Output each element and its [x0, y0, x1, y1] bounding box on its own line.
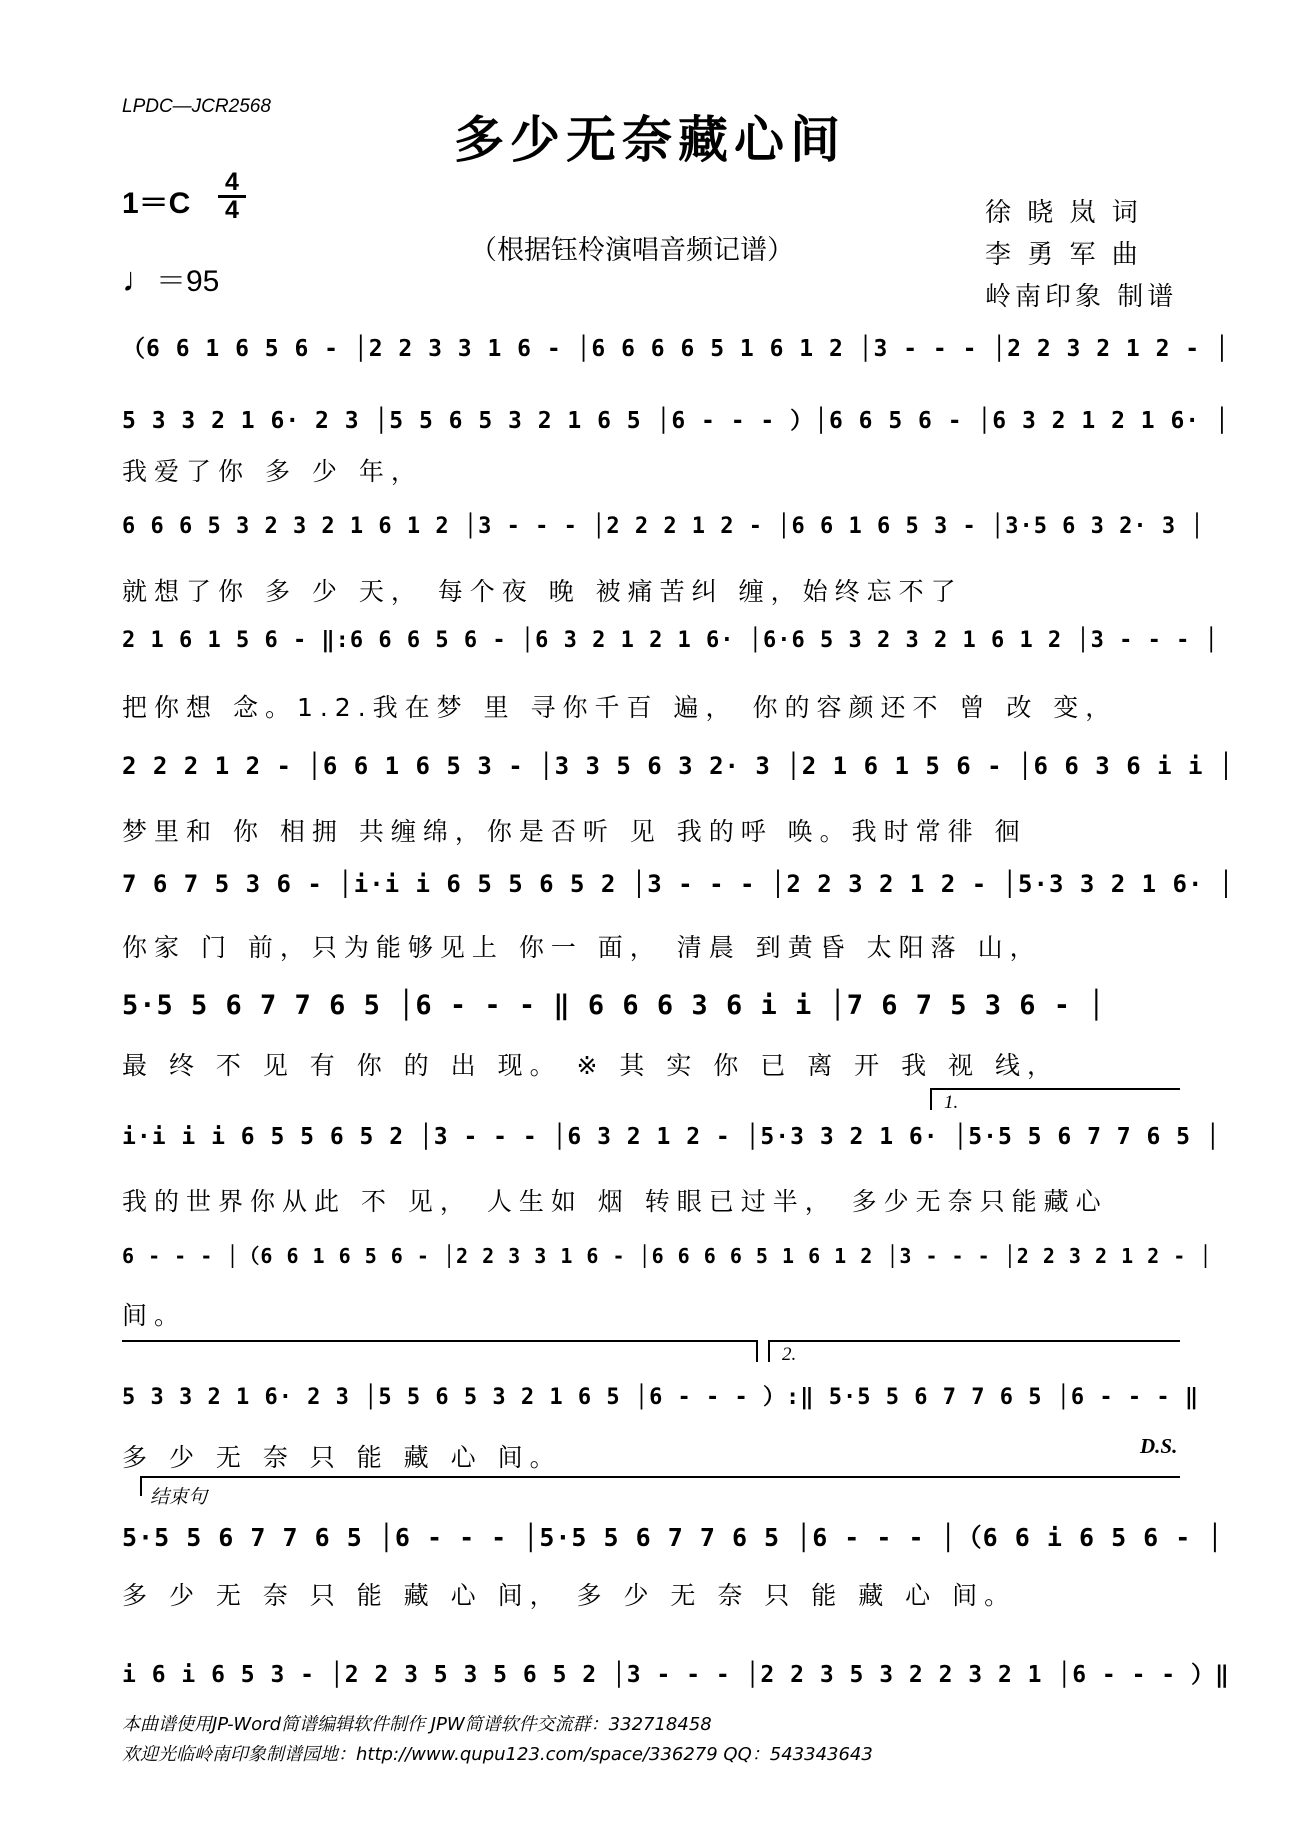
ending-bracket-edge: [140, 1476, 142, 1496]
score-code: LPDC—JCR2568: [122, 96, 271, 117]
staff-line-11-notes: 5·5 5 6 7 7 6 5 │6 - - - │5·5 5 6 7 7 6 5 │6 - - - │（6 6 i 6 5 6 - │: [122, 1523, 1224, 1552]
volta-1-bracket: [930, 1088, 1180, 1090]
staff-line-1-notes: （6 6 1 6 5 6 - │2 2 3 3 1 6 - │6 6 6 6 5 1 6 1 2 │3 - - - │2 2 3 2 1 2 - │: [122, 336, 1230, 362]
volta-1-end-edge: [756, 1340, 758, 1362]
volta-1-continuation: [122, 1340, 758, 1342]
staff-line-4-notes: 2 1 6 1 5 6 - ‖:6 6 6 5 6 - │6 3 2 1 2 1 6· │6·6 5 3 2 3 2 1 6 1 2 │3 - - - │: [122, 628, 1219, 653]
staff-line-6-lyrics: 你家 门 前，只为能够见上 你一 面， 清晨 到黄昏 太阳落 山，: [122, 933, 1042, 962]
staff-line-5-lyrics: 梦里和 你 相拥 共缠绵，你是否听 见 我的呼 唤。我时常徘 徊: [122, 817, 1027, 846]
staff-line-2-notes: 5 3 3 2 1 6· 2 3 │5 5 6 5 3 2 1 6 5 │6 - - - ）│6 6 5 6 - │6 3 2 1 2 1 6· │: [122, 408, 1230, 434]
footer-line-1: 本曲谱使用JP-Word简谱编辑软件制作 JPW简谱软件交流群：332718458: [122, 1714, 712, 1735]
meter-top: 4: [225, 168, 239, 196]
footer-line-2: 欢迎光临岭南印象制谱园地：http://www.qupu123.com/space/336279 QQ：543343643: [122, 1744, 873, 1765]
quarter-note-icon: ♩: [122, 261, 156, 299]
volta-1-bracket-edge: [930, 1088, 932, 1110]
meter-bottom: 4: [218, 195, 246, 223]
volta-1-label: 1.: [944, 1092, 959, 1113]
staff-line-10-notes: 5 3 3 2 1 6· 2 3 │5 5 6 5 3 2 1 6 5 │6 - - - ）:‖ 5·5 5 6 7 7 6 5 │6 - - - ‖: [122, 1385, 1200, 1410]
volta-2-label: 2.: [782, 1344, 797, 1365]
staff-line-11-lyrics: 多 少 无 奈 只 能 藏 心 间， 多 少 无 奈 只 能 藏 心 间。: [122, 1581, 1017, 1610]
staff-line-3-lyrics: 就想了你 多 少 天， 每个夜 晚 被痛苦纠 缠，始终忘不了: [122, 577, 963, 606]
arranger-credit: 岭南印象 制谱: [985, 282, 1178, 312]
ending-label: 结束句: [150, 1486, 208, 1508]
composer-credit: 李 勇 军 曲: [985, 240, 1142, 270]
staff-line-5-notes: 2 2 2 1 2 - │6 6 1 6 5 3 - │3 3 5 6 3 2· 3 │2 1 6 1 5 6 - │6 6 3 6 i i │: [122, 752, 1235, 780]
lyricist-credit: 徐 晓 岚 词: [985, 198, 1142, 228]
time-signature: [218, 170, 246, 223]
volta-2-bracket-edge: [768, 1340, 770, 1362]
tempo-marking: [122, 256, 219, 300]
staff-line-9-notes: 6 - - - │（6 6 1 6 5 6 - │2 2 3 3 1 6 - │6 6 6 6 5 1 6 1 2 │3 - - - │2 2 3 2 1 2 - │: [122, 1244, 1213, 1268]
volta-2-bracket: [768, 1340, 1180, 1342]
credits: [985, 192, 1177, 318]
ds-marker: D.S.: [1140, 1434, 1178, 1458]
tempo-value: ＝95: [156, 265, 220, 298]
staff-line-7-notes: 5·5 5 6 7 7 6 5 │6 - - - ‖ 6 6 6 3 6 i i │7 6 7 5 3 6 - │: [122, 990, 1106, 1021]
staff-line-2-lyrics: 我爱了你 多 少 年，: [122, 457, 423, 486]
staff-line-8-notes: i·i i i 6 5 5 6 5 2 │3 - - - │6 3 2 1 2 - │5·3 3 2 1 6· │5·5 5 6 7 7 6 5 │: [122, 1124, 1221, 1150]
staff-line-3-notes: 6 6 6 5 3 2 3 2 1 6 1 2 │3 - - - │2 2 2 1 2 - │6 6 1 6 5 3 - │3·5 6 3 2· 3 │: [122, 514, 1205, 539]
staff-line-8-lyrics: 我的世界你从此 不 见， 人生如 烟 转眼已过半， 多少无奈只能藏心: [122, 1187, 1108, 1216]
staff-line-9-lyrics: 间。: [122, 1301, 187, 1330]
staff-line-7-lyrics: 最 终 不 见 有 你 的 出 现。 ※ 其 实 你 已 离 开 我 视 线，: [122, 1051, 1059, 1080]
staff-line-12-notes: i 6 i 6 5 3 - │2 2 3 5 3 5 6 5 2 │3 - - - │2 2 3 5 3 2 2 3 2 1 │6 - - - ）‖: [122, 1662, 1230, 1688]
staff-line-10-lyrics: 多 少 无 奈 只 能 藏 心 间。: [122, 1443, 562, 1472]
staff-line-6-notes: 7 6 7 5 3 6 - │i·i i 6 5 5 6 5 2 │3 - - - │2 2 3 2 1 2 - │5·3 3 2 1 6· │: [122, 870, 1235, 898]
page-title: 多少无奈藏心间: [454, 111, 846, 169]
key-signature: 1＝C: [122, 187, 191, 220]
subtitle: （根据钰柃演唱音频记谱）: [470, 235, 794, 266]
staff-line-4-lyrics: 把你想 念。1.2.我在梦 里 寻你千百 遍， 你的容颜还不 曾 改 变，: [122, 693, 1118, 722]
ending-bracket: [140, 1476, 1180, 1478]
